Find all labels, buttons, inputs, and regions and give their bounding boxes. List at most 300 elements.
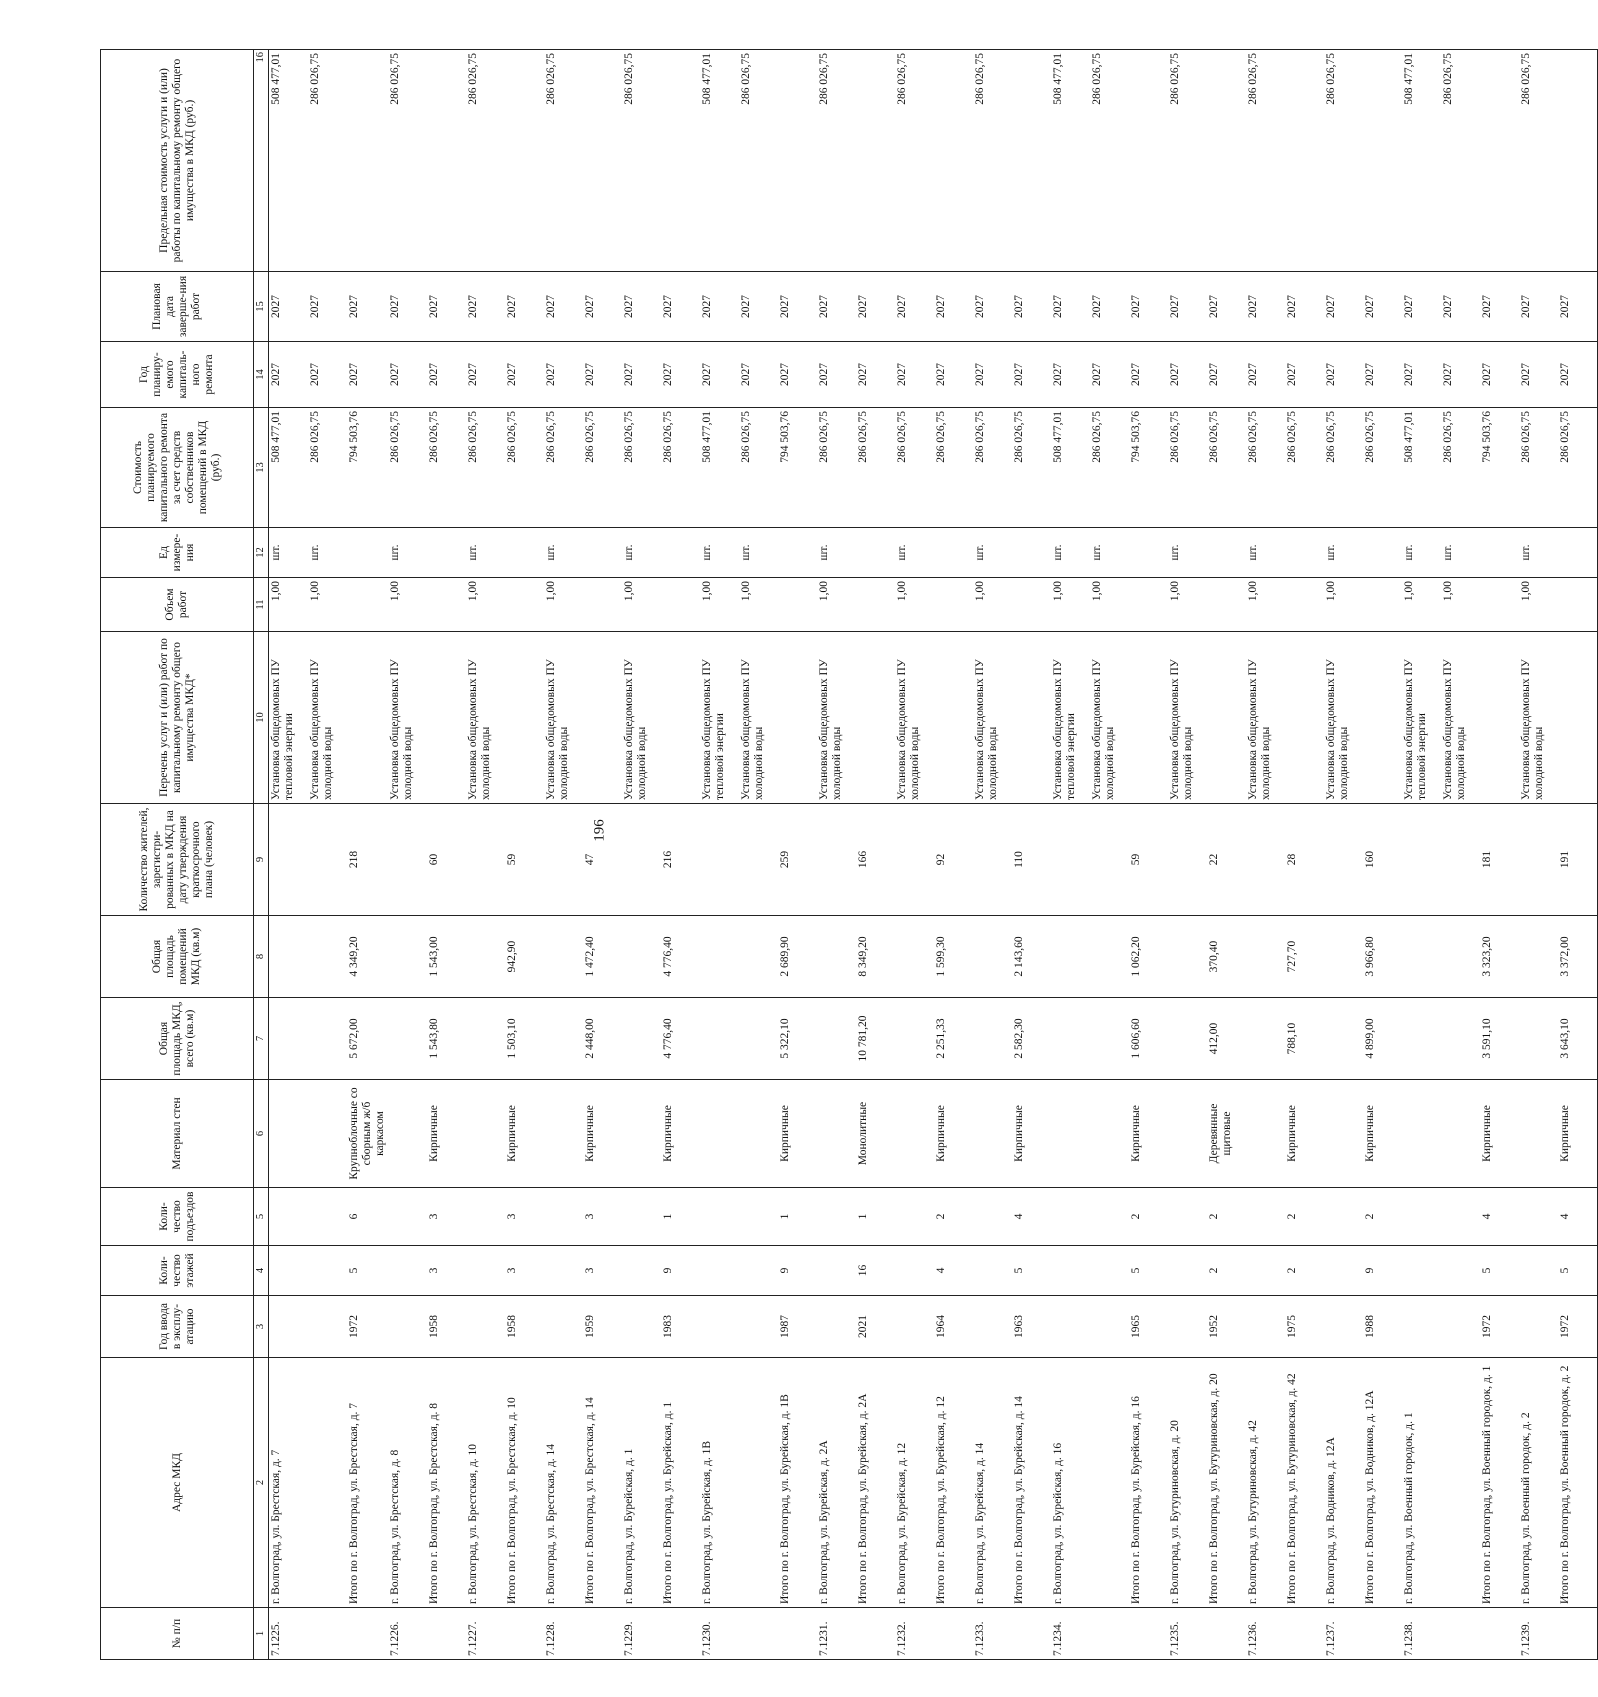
- residents-cell: [1402, 804, 1441, 916]
- year-built-cell: 1987: [778, 1296, 817, 1358]
- works-list-cell: [1480, 632, 1519, 804]
- planned-cost-cell: 286 026,75: [583, 408, 622, 528]
- entrances-cell: 2: [1207, 1188, 1246, 1246]
- floors-cell: [973, 1246, 1012, 1296]
- premises-area-cell: [466, 916, 505, 998]
- address-cell: Итого по г. Волгоград, ул. Брестская, д. 14: [583, 1358, 622, 1608]
- row-number-cell: [583, 1608, 622, 1660]
- work-volume-cell: [1558, 578, 1598, 632]
- rotated-table-area: [100, 50, 1571, 1660]
- wall-material-cell: Монолитные: [856, 1080, 895, 1188]
- work-volume-cell: [934, 578, 973, 632]
- row-number-cell: 7.1235.: [1168, 1608, 1207, 1660]
- total-area-cell: [1519, 998, 1558, 1080]
- work-line: Установка общедомовых ПУ: [270, 659, 282, 800]
- residents-cell: [739, 804, 778, 916]
- work-line: холодной воды: [402, 726, 414, 800]
- work-volume-cell: 1,00: [388, 578, 427, 632]
- repair-year-cell: 2027: [1090, 342, 1129, 408]
- wall-material-cell: [817, 1080, 856, 1188]
- work-line: Установка общедомовых ПУ: [1325, 659, 1337, 800]
- unit-cell: шт.: [1324, 528, 1363, 578]
- total-area-cell: [1051, 998, 1090, 1080]
- completion-date-cell: 2027: [583, 272, 622, 342]
- work-line: холодной воды: [1260, 726, 1272, 800]
- year-built-cell: [817, 1296, 856, 1358]
- total-area-cell: [739, 998, 778, 1080]
- column-number: 11: [254, 578, 269, 632]
- residents-cell: [308, 804, 347, 916]
- works-list-cell: [1246, 632, 1285, 804]
- wall-material-cell: Кирпичные: [427, 1080, 466, 1188]
- entrances-cell: [269, 1188, 309, 1246]
- max-cost-cell: 286 026,75: [1324, 50, 1363, 272]
- works-list-cell: [505, 632, 544, 804]
- repair-year-cell: 2027: [1285, 342, 1324, 408]
- completion-date-cell: 2027: [544, 272, 583, 342]
- total-area-cell: [1441, 998, 1480, 1080]
- residents-cell: [388, 804, 427, 916]
- unit-cell: шт.: [1441, 528, 1480, 578]
- floors-cell: [308, 1246, 347, 1296]
- repair-year-cell: 2027: [934, 342, 973, 408]
- planned-cost-cell: 286 026,75: [1090, 408, 1129, 528]
- column-number: 15: [254, 272, 269, 342]
- works-list-cell: [583, 632, 622, 804]
- year-built-cell: 1958: [505, 1296, 544, 1358]
- works-list-cell: [1090, 632, 1129, 804]
- completion-date-cell: 2027: [1012, 272, 1051, 342]
- column-number: 14: [254, 342, 269, 408]
- work-volume-cell: 1,00: [895, 578, 934, 632]
- address-cell: Итого по г. Волгоград, ул. Бурейская, д. 16: [1129, 1358, 1168, 1608]
- entrances-cell: [388, 1188, 427, 1246]
- row-number-cell: [427, 1608, 466, 1660]
- year-built-cell: 1963: [1012, 1296, 1051, 1358]
- works-list-cell: [388, 632, 427, 804]
- residents-cell: [466, 804, 505, 916]
- total-row: [505, 50, 544, 1660]
- premises-area-cell: [700, 916, 739, 998]
- address-cell: г. Волгоград, ул. Бурейская, д. 1В: [700, 1358, 739, 1608]
- floors-cell: 5: [1558, 1246, 1598, 1296]
- entrances-cell: 2: [1285, 1188, 1324, 1246]
- year-built-cell: 1983: [661, 1296, 700, 1358]
- premises-area-cell: [308, 916, 347, 998]
- premises-area-cell: [739, 916, 778, 998]
- work-line: Установка общедомовых ПУ: [1169, 659, 1181, 800]
- address-cell: Итого по г. Волгоград, ул. Брестская, д. 7: [347, 1358, 388, 1608]
- total-area-cell: [308, 998, 347, 1080]
- total-area-cell: [388, 998, 427, 1080]
- floors-cell: [544, 1246, 583, 1296]
- total-area-cell: 5 672,00: [347, 998, 388, 1080]
- max-cost-cell: [934, 50, 973, 272]
- floors-cell: 16: [856, 1246, 895, 1296]
- premises-area-cell: 2 689,90: [778, 916, 817, 998]
- max-cost-cell: 286 026,75: [739, 50, 778, 272]
- address-cell: Итого по г. Волгоград, ул. Военный городок, д. 1: [1480, 1358, 1519, 1608]
- completion-date-cell: 2027: [1051, 272, 1090, 342]
- wall-material-cell: [1324, 1080, 1363, 1188]
- residents-cell: 218: [347, 804, 388, 916]
- row-number-cell: [1285, 1608, 1324, 1660]
- completion-date-cell: 2027: [700, 272, 739, 342]
- address-cell: г. Волгоград, ул. Бутуриновская, д. 42: [1246, 1358, 1285, 1608]
- address-cell: Итого по г. Волгоград, ул. Бурейская, д. 1В: [778, 1358, 817, 1608]
- residents-cell: 110: [1012, 804, 1051, 916]
- address-cell: [1090, 1358, 1129, 1608]
- residents-cell: 181: [1480, 804, 1519, 916]
- work-volume-cell: 1,00: [1090, 578, 1129, 632]
- row-number-cell: [778, 1608, 817, 1660]
- floors-cell: 4: [934, 1246, 973, 1296]
- total-area-cell: [544, 998, 583, 1080]
- work-volume-cell: [505, 578, 544, 632]
- repair-year-cell: 2027: [1246, 342, 1285, 408]
- planned-cost-cell: 286 026,75: [934, 408, 973, 528]
- column-number: 16: [254, 50, 269, 272]
- total-row: [1558, 50, 1598, 1660]
- wall-material-cell: [895, 1080, 934, 1188]
- works-list-cell: [1168, 632, 1207, 804]
- completion-date-cell: 2027: [1519, 272, 1558, 342]
- table-row: [308, 50, 347, 1660]
- total-area-cell: [1402, 998, 1441, 1080]
- work-line: холодной воды: [480, 726, 492, 800]
- row-number-cell: 7.1229.: [622, 1608, 661, 1660]
- total-row: [1012, 50, 1051, 1660]
- premises-area-cell: [973, 916, 1012, 998]
- total-area-cell: 788,10: [1285, 998, 1324, 1080]
- entrances-cell: 3: [583, 1188, 622, 1246]
- year-built-cell: [895, 1296, 934, 1358]
- premises-area-cell: [622, 916, 661, 998]
- year-built-cell: [973, 1296, 1012, 1358]
- completion-date-cell: 2027: [1480, 272, 1519, 342]
- address-cell: г. Волгоград, ул. Бурейская, д. 2А: [817, 1358, 856, 1608]
- planned-cost-cell: 286 026,75: [895, 408, 934, 528]
- address-cell: Итого по г. Волгоград, ул. Бурейская, д. 2А: [856, 1358, 895, 1608]
- row-number-cell: 7.1226.: [388, 1608, 427, 1660]
- floors-cell: 5: [1129, 1246, 1168, 1296]
- planned-cost-cell: 286 026,75: [817, 408, 856, 528]
- works-list-cell: [1012, 632, 1051, 804]
- work-line: холодной воды: [909, 726, 921, 800]
- residents-cell: 166: [856, 804, 895, 916]
- planned-cost-cell: 286 026,75: [739, 408, 778, 528]
- unit-cell: шт.: [466, 528, 505, 578]
- works-list-cell: [973, 632, 1012, 804]
- column-header: Адрес МКД: [101, 1358, 254, 1608]
- completion-date-cell: 2027: [622, 272, 661, 342]
- entrances-cell: 4: [1012, 1188, 1051, 1246]
- planned-cost-cell: 286 026,75: [1012, 408, 1051, 528]
- row-number-cell: [505, 1608, 544, 1660]
- total-area-cell: 3 591,10: [1480, 998, 1519, 1080]
- unit-cell: [778, 528, 817, 578]
- row-number-cell: [1129, 1608, 1168, 1660]
- year-built-cell: [269, 1296, 309, 1358]
- max-cost-cell: 286 026,75: [308, 50, 347, 272]
- repair-year-cell: 2027: [622, 342, 661, 408]
- floors-cell: [1090, 1246, 1129, 1296]
- column-number: 6: [254, 1080, 269, 1188]
- table-row: [1090, 50, 1129, 1660]
- completion-date-cell: 2027: [1363, 272, 1402, 342]
- premises-area-cell: 3 323,20: [1480, 916, 1519, 998]
- planned-cost-cell: 286 026,75: [661, 408, 700, 528]
- address-cell: [739, 1358, 778, 1608]
- completion-date-cell: 2027: [308, 272, 347, 342]
- unit-cell: шт.: [1246, 528, 1285, 578]
- total-area-cell: [895, 998, 934, 1080]
- row-number-cell: [661, 1608, 700, 1660]
- planned-cost-cell: 508 477,01: [1402, 408, 1441, 528]
- planned-cost-cell: 286 026,75: [308, 408, 347, 528]
- entrances-cell: 4: [1480, 1188, 1519, 1246]
- table-row: [1168, 50, 1207, 1660]
- work-volume-cell: [661, 578, 700, 632]
- planned-cost-cell: 286 026,75: [973, 408, 1012, 528]
- completion-date-cell: 2027: [505, 272, 544, 342]
- planned-cost-cell: 286 026,75: [1246, 408, 1285, 528]
- work-line: Установка общедомовых ПУ: [1052, 659, 1064, 800]
- work-line: Установка общедомовых ПУ: [896, 659, 908, 800]
- address-cell: Итого по г. Волгоград, ул. Водников, д. 12А: [1363, 1358, 1402, 1608]
- wall-material-cell: [269, 1080, 309, 1188]
- premises-area-cell: 2 143,60: [1012, 916, 1051, 998]
- row-number-cell: [1012, 1608, 1051, 1660]
- max-cost-cell: 508 477,01: [1402, 50, 1441, 272]
- premises-area-cell: 727,70: [1285, 916, 1324, 998]
- wall-material-cell: [700, 1080, 739, 1188]
- premises-area-cell: 3 966,80: [1363, 916, 1402, 998]
- works-list-cell: [308, 632, 347, 804]
- work-line: холодной воды: [831, 726, 843, 800]
- planned-cost-cell: 508 477,01: [700, 408, 739, 528]
- premises-area-cell: 1 599,30: [934, 916, 973, 998]
- residents-cell: 59: [505, 804, 544, 916]
- floors-cell: 5: [347, 1246, 388, 1296]
- unit-cell: [934, 528, 973, 578]
- premises-area-cell: [1051, 916, 1090, 998]
- floors-cell: 3: [505, 1246, 544, 1296]
- work-line: Установка общедомовых ПУ: [818, 659, 830, 800]
- floors-cell: [1168, 1246, 1207, 1296]
- wall-material-cell: Кирпичные: [934, 1080, 973, 1188]
- repair-year-cell: 2027: [1168, 342, 1207, 408]
- year-built-cell: 1964: [934, 1296, 973, 1358]
- completion-date-cell: 2027: [1168, 272, 1207, 342]
- repair-year-cell: 2027: [427, 342, 466, 408]
- unit-cell: [427, 528, 466, 578]
- max-cost-cell: [856, 50, 895, 272]
- repair-year-cell: 2027: [1363, 342, 1402, 408]
- entrances-cell: 3: [427, 1188, 466, 1246]
- premises-area-cell: 4 776,40: [661, 916, 700, 998]
- work-volume-cell: [1012, 578, 1051, 632]
- total-area-cell: [622, 998, 661, 1080]
- work-volume-cell: [1285, 578, 1324, 632]
- entrances-cell: 1: [856, 1188, 895, 1246]
- work-line: Установка общедомовых ПУ: [623, 659, 635, 800]
- wall-material-cell: [739, 1080, 778, 1188]
- total-area-cell: [466, 998, 505, 1080]
- address-cell: г. Волгоград, ул. Бутуриновская, д. 20: [1168, 1358, 1207, 1608]
- works-list-cell: [1441, 632, 1480, 804]
- unit-cell: [1285, 528, 1324, 578]
- entrances-cell: [895, 1188, 934, 1246]
- address-cell: Итого по г. Волгоград, ул. Брестская, д. 8: [427, 1358, 466, 1608]
- max-cost-cell: [1285, 50, 1324, 272]
- residents-cell: [1051, 804, 1090, 916]
- works-list-cell: [1558, 632, 1598, 804]
- premises-area-cell: 1 472,40: [583, 916, 622, 998]
- work-line: тепловой энергии: [283, 713, 295, 800]
- row-number-cell: 7.1228.: [544, 1608, 583, 1660]
- work-line: Установка общедомовых ПУ: [701, 659, 713, 800]
- residents-cell: [817, 804, 856, 916]
- wall-material-cell: Кирпичные: [1012, 1080, 1051, 1188]
- floors-cell: [700, 1246, 739, 1296]
- column-number-row: [254, 50, 269, 1660]
- table-row: [817, 50, 856, 1660]
- row-number-cell: [1207, 1608, 1246, 1660]
- work-volume-cell: 1,00: [622, 578, 661, 632]
- column-number: 3: [254, 1296, 269, 1358]
- max-cost-cell: [1480, 50, 1519, 272]
- wall-material-cell: [308, 1080, 347, 1188]
- column-number: 2: [254, 1358, 269, 1608]
- repair-year-cell: 2027: [700, 342, 739, 408]
- work-volume-cell: 1,00: [739, 578, 778, 632]
- completion-date-cell: 2027: [1441, 272, 1480, 342]
- repair-year-cell: 2027: [388, 342, 427, 408]
- completion-date-cell: 2027: [895, 272, 934, 342]
- residents-cell: [1246, 804, 1285, 916]
- total-area-cell: 2 251,33: [934, 998, 973, 1080]
- table-row: [1402, 50, 1441, 1660]
- floors-cell: 5: [1012, 1246, 1051, 1296]
- table-row: [973, 50, 1012, 1660]
- planned-cost-cell: 286 026,75: [1168, 408, 1207, 528]
- table-row: [895, 50, 934, 1660]
- work-volume-cell: 1,00: [466, 578, 505, 632]
- year-built-cell: [388, 1296, 427, 1358]
- planned-cost-cell: 286 026,75: [622, 408, 661, 528]
- max-cost-cell: [1012, 50, 1051, 272]
- work-volume-cell: 1,00: [700, 578, 739, 632]
- max-cost-cell: 286 026,75: [622, 50, 661, 272]
- floors-cell: [1246, 1246, 1285, 1296]
- total-area-cell: 1 543,80: [427, 998, 466, 1080]
- works-list-cell: [347, 632, 388, 804]
- unit-cell: [1558, 528, 1598, 578]
- work-volume-cell: [856, 578, 895, 632]
- year-built-cell: [544, 1296, 583, 1358]
- row-number-cell: [308, 1608, 347, 1660]
- column-header: Перечень услуг и (или) работ по капитальному ремонту общего имущества МКД*: [101, 632, 254, 804]
- completion-date-cell: 2027: [661, 272, 700, 342]
- residents-cell: [973, 804, 1012, 916]
- column-header: Предельная стоимость услуги и (или) работы по капитальному ремонту общего имущества в МКД (руб.): [101, 50, 254, 272]
- total-area-cell: 3 643,10: [1558, 998, 1598, 1080]
- premises-area-cell: [1168, 916, 1207, 998]
- table-row: [1441, 50, 1480, 1660]
- work-line: холодной воды: [636, 726, 648, 800]
- row-number-cell: [856, 1608, 895, 1660]
- floors-cell: 2: [1285, 1246, 1324, 1296]
- unit-cell: шт.: [739, 528, 778, 578]
- year-built-cell: [1246, 1296, 1285, 1358]
- unit-cell: шт.: [1168, 528, 1207, 578]
- year-built-cell: [1090, 1296, 1129, 1358]
- premises-area-cell: 370,40: [1207, 916, 1246, 998]
- floors-cell: 2: [1207, 1246, 1246, 1296]
- unit-cell: шт.: [700, 528, 739, 578]
- entrances-cell: [700, 1188, 739, 1246]
- total-area-cell: 4 776,40: [661, 998, 700, 1080]
- address-cell: Итого по г. Волгоград, ул. Брестская, д. 10: [505, 1358, 544, 1608]
- page-number: 196: [591, 819, 608, 842]
- wall-material-cell: [466, 1080, 505, 1188]
- entrances-cell: [1051, 1188, 1090, 1246]
- column-header: Общая площадь помещений МКД (кв.м): [101, 916, 254, 998]
- total-row: [583, 50, 622, 1660]
- work-volume-cell: [1363, 578, 1402, 632]
- works-list-cell: [1051, 632, 1090, 804]
- max-cost-cell: [1207, 50, 1246, 272]
- repair-year-cell: 2027: [973, 342, 1012, 408]
- floors-cell: [1051, 1246, 1090, 1296]
- completion-date-cell: 2027: [1324, 272, 1363, 342]
- entrances-cell: 3: [505, 1188, 544, 1246]
- max-cost-cell: [661, 50, 700, 272]
- table-row: [1519, 50, 1558, 1660]
- wall-material-cell: [1246, 1080, 1285, 1188]
- planned-cost-cell: 286 026,75: [1363, 408, 1402, 528]
- unit-cell: шт.: [817, 528, 856, 578]
- works-list-cell: [1324, 632, 1363, 804]
- address-cell: г. Волгоград, ул. Брестская, д. 10: [466, 1358, 505, 1608]
- column-number: 5: [254, 1188, 269, 1246]
- wall-material-cell: [388, 1080, 427, 1188]
- planned-cost-cell: 286 026,75: [427, 408, 466, 528]
- address-cell: Итого по г. Волгоград, ул. Бурейская, д. 12: [934, 1358, 973, 1608]
- column-header: Общая площадь МКД, всего (кв.м): [101, 998, 254, 1080]
- completion-date-cell: 2027: [1558, 272, 1598, 342]
- completion-date-cell: 2027: [1129, 272, 1168, 342]
- year-built-cell: [622, 1296, 661, 1358]
- wall-material-cell: Кирпичные: [1129, 1080, 1168, 1188]
- unit-cell: [1012, 528, 1051, 578]
- wall-material-cell: [1051, 1080, 1090, 1188]
- unit-cell: [1207, 528, 1246, 578]
- planned-cost-cell: 286 026,75: [1324, 408, 1363, 528]
- table-row: [388, 50, 427, 1660]
- works-list-cell: [1363, 632, 1402, 804]
- entrances-cell: [1519, 1188, 1558, 1246]
- works-list-cell: [544, 632, 583, 804]
- address-cell: Итого по г. Волгоград, ул. Бурейская, д. 1: [661, 1358, 700, 1608]
- work-line: Установка общедомовых ПУ: [1247, 659, 1259, 800]
- address-cell: г. Волгоград, ул. Брестская, д. 14: [544, 1358, 583, 1608]
- year-built-cell: [1051, 1296, 1090, 1358]
- total-area-cell: 2 448,00: [583, 998, 622, 1080]
- repair-year-cell: 2027: [269, 342, 309, 408]
- column-number: 13: [254, 408, 269, 528]
